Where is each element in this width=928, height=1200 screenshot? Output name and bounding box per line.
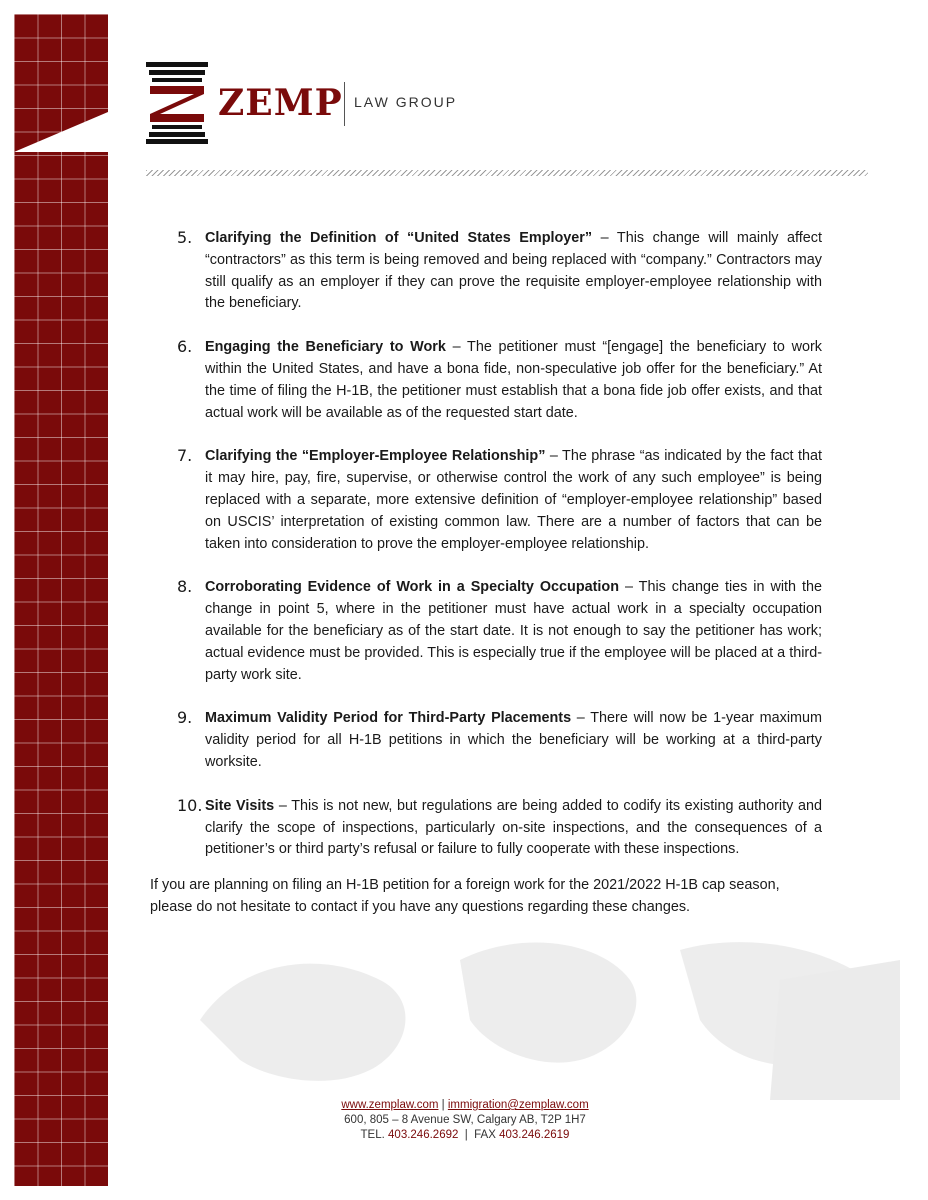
item-title: Corroborating Evidence of Work in a Specialty Occupation: [205, 579, 620, 596]
brand-name: ZEMP: [218, 82, 343, 124]
item-text: – The petitioner must “[engage] the beneficiary to work within the United States, and have a bona fide, non-speculative job offer for the beneficiary.” At the time of filing the H-1B, the petitioner must establish that a bona fide job offer exists, and that actual work will be available as of the requested start date.: [205, 339, 822, 421]
item-paragraph: [205, 796, 822, 861]
letter-body: [150, 228, 822, 919]
fax-label: FAX: [474, 1129, 496, 1141]
item-text: – This change will mainly affect “contractors” as this term is being removed and being replaced with “company.” Contractors may still qualify as an employer if they can prove the requisite employer-employee relationship with the beneficiary.: [205, 230, 822, 312]
item-text: – There will now be 1-year maximum validity period for all H-1B petitions in which the beneficiary will be working at a third-party worksite.: [205, 710, 822, 770]
footer-address: 600, 805 – 8 Avenue SW, Calgary AB, T2P 1H7: [344, 1114, 586, 1126]
email-link[interactable]: immigration@zemplaw.com: [447, 1099, 589, 1111]
tel-number: 403.246.2692: [388, 1129, 459, 1141]
item-number: 6.: [177, 337, 193, 357]
item-number: 9.: [177, 708, 193, 728]
item-title: Clarifying the “Employer-Employee Relationship”: [205, 448, 546, 465]
world-map-watermark: [160, 900, 920, 1100]
item-text: – The phrase “as indicated by the fact that it may hire, pay, fire, supervise, or otherwise control the work of any such employee” is being replaced with a separate, more extensive definition of “employer-employee relationship” based on USCIS’ interpretation of existing common law. There are a number of factors that can be taken into consideration to prove the employer-employee relationship.: [205, 448, 822, 552]
footer-separator: |: [441, 1099, 445, 1111]
footer-phone-line: TEL. 403.246.2692 | FAX 403.246.2619: [360, 1129, 570, 1141]
item-number: 10.: [177, 795, 203, 815]
item-number: 5.: [177, 228, 193, 247]
item-title: Clarifying the Definition of “United States Employer”: [205, 230, 593, 246]
brand-divider: [344, 82, 345, 126]
item-title: Site Visits: [205, 797, 275, 814]
list-item: [150, 228, 822, 315]
list-item: [150, 577, 822, 686]
letter-footer: [230, 1098, 700, 1143]
letterhead: [146, 62, 886, 148]
brand-subtitle: LAW GROUP: [354, 94, 458, 110]
item-title: Engaging the Beneficiary to Work: [205, 339, 446, 356]
list-item: [150, 337, 822, 424]
list-item: [150, 708, 822, 773]
item-paragraph: [205, 446, 822, 555]
decorative-side-band: [14, 14, 108, 1186]
item-text: – This change ties in with the change in point 5, where in the petitioner must have actual work in a specialty occupation available for the beneficiary as of the start date. It is not enough to say the petitioner has work; actual evidence must be provided. This is especially true if the employee will be placed at a third-party work site.: [205, 579, 822, 683]
closing-paragraph: If you are planning on filing an H-1B petition for a foreign work for the 2021/2022 H-1B cap season, please do not hesitate to contact if you have any questions regarding these changes.: [150, 877, 780, 915]
item-paragraph: [205, 577, 822, 686]
tel-label: TEL.: [360, 1129, 385, 1141]
list-item: [150, 446, 822, 555]
list-item: [150, 796, 822, 861]
item-paragraph: [205, 708, 822, 773]
item-number: 8.: [177, 577, 193, 597]
header-rule: [146, 170, 868, 176]
website-link[interactable]: www.zemplaw.com: [341, 1099, 439, 1111]
item-paragraph: [205, 228, 822, 315]
item-paragraph: [205, 337, 822, 424]
fax-number: 403.246.2619: [499, 1129, 570, 1141]
footer-contact-line: [230, 1098, 700, 1113]
zemp-logo-icon: [146, 62, 208, 144]
item-text: – This is not new, but regulations are being added to codify its existing authority and clarify the scope of inspections, particularly on-site inspections, and the consequences of a petitioner’s or third party’s refusal or failure to fully cooperate with these inspections.: [205, 797, 822, 858]
item-number: 7.: [177, 446, 193, 466]
item-title: Maximum Validity Period for Third-Party Placements: [205, 710, 572, 727]
